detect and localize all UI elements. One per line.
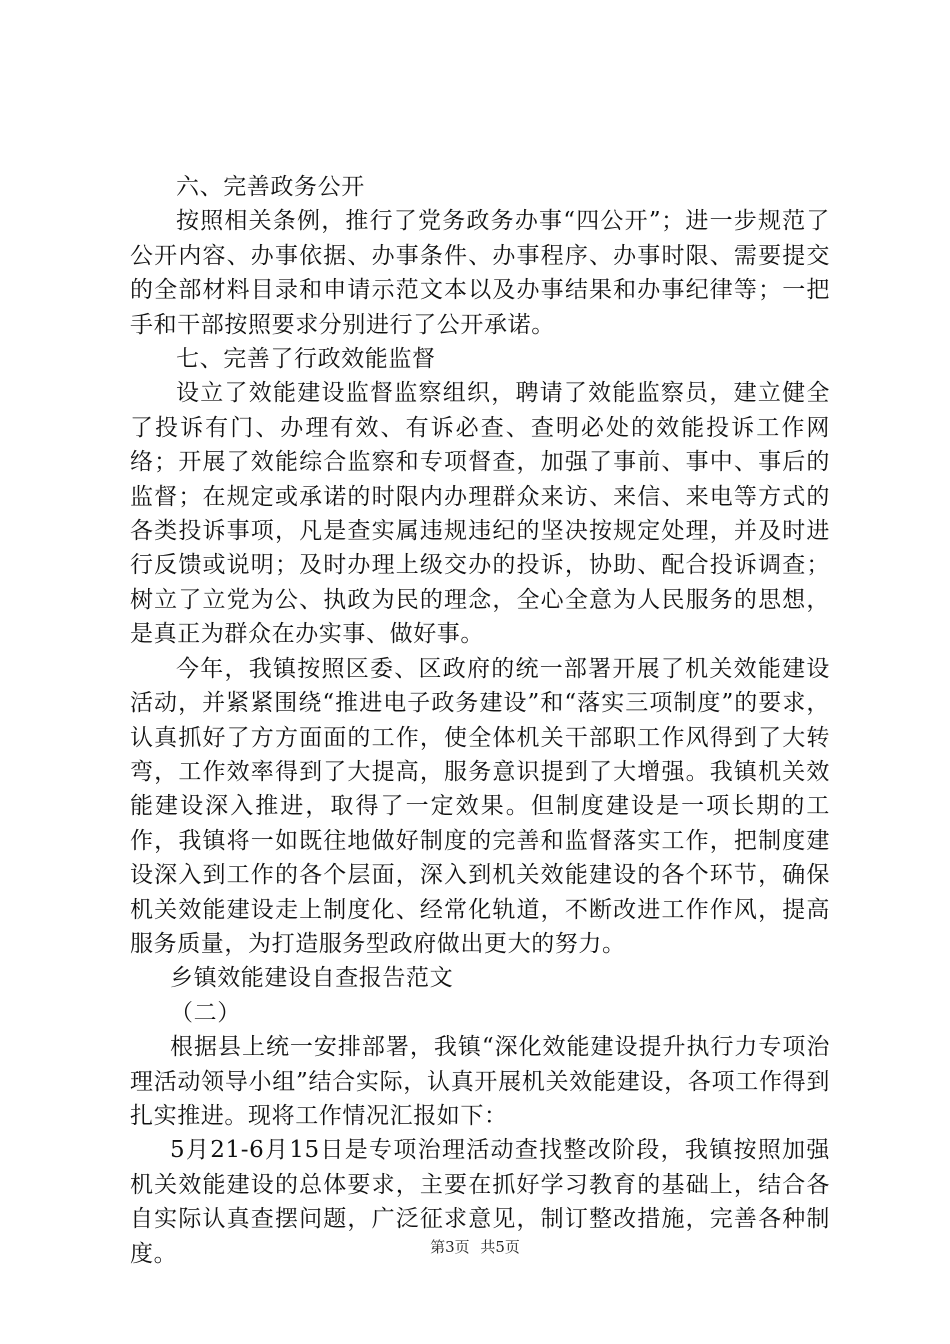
page-total: 共5页 <box>480 1238 520 1256</box>
report-title-2: 乡镇效能建设自查报告范文 <box>170 965 454 992</box>
report-title-2-number: （二） <box>170 999 241 1026</box>
document-body <box>130 170 830 1271</box>
paragraph-7: 设立了效能建设监督监察组织，聘请了效能监察员，建立健全了投诉有门、办理有效、有诉必查、查明必处的效能投诉工作网络；开展了效能综合监察和专项督查，加强了事前、事中、事后的监督；在规定或承诺的时限内办理群众来访、来信、来电等方式的各类投诉事项，凡是查实属违规违纪的坚决按规定处理，并及时进行反馈或说明；及时办理上级交办的投诉，协助、配合投诉调查；树立了立党为公、执政为民的理念，全心全意为人民服务的思想，是真正为群众在办实事、做好事。 <box>130 380 830 648</box>
paragraph-summary: 今年，我镇按照区委、区政府的统一部署开展了机关效能建设活动，并紧紧围绕“推进电子政务建设”和“落实三项制度”的要求，认真抓好了方方面面的工作，使全体机关干部职工作风得到了大转弯，工作效率得到了大提高，服务意识提到了大增强。我镇机关效能建设深入推进，取得了一定效果。但制度建设是一项长期的工作，我镇将一如既往地做好制度的完善和监督落实工作，把制度建设深入到工作的各个层面，深入到机关效能建设的各个环节，确保机关效能建设走上制度化、经常化轨道，不断改进工作作风，提高服务质量，为打造服务型政府做出更大的努力。 <box>130 655 830 957</box>
paragraph-2b: 5月21-6月15日是专项治理活动查找整改阶段，我镇按照加强机关效能建设的总体要求，主要在抓好学习教育的基础上，结合各自实际认真查摆问题，广泛征求意见，制订整改措施，完善各种制度。 <box>130 1137 830 1267</box>
paragraph-6: 按照相关条例，推行了党务政务办事“四公开”；进一步规范了公开内容、办事依据、办事条件、办事程序、办事时限、需要提交的全部材料目录和申请示范文本以及办事结果和办事纪律等；一把手和干部按照要求分别进行了公开承诺。 <box>130 208 830 338</box>
section-heading-7: 七、完善了行政效能监督 <box>176 346 436 373</box>
section-heading-6: 六、完善政务公开 <box>176 174 365 200</box>
page-number: 第3页 <box>430 1238 470 1256</box>
page-footer <box>0 1236 950 1257</box>
paragraph-2a: 根据县上统一安排部署，我镇“深化效能建设提升执行力专项治理活动领导小组”结合实际，认真开展机关效能建设，各项工作得到扎实推进。现将工作情况汇报如下： <box>130 1034 830 1129</box>
